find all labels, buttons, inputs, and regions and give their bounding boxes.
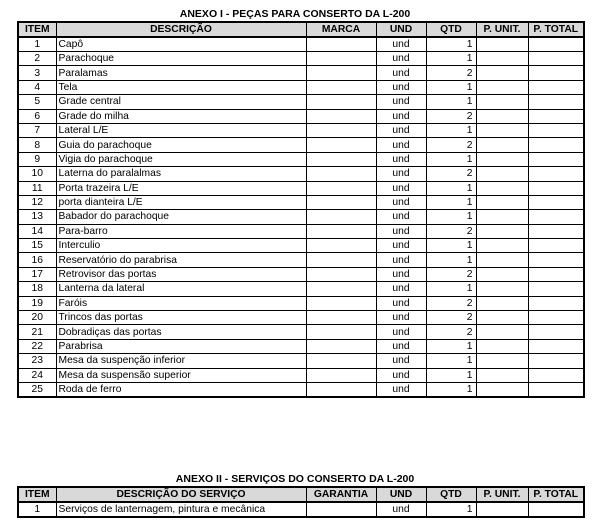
cell-p-unit — [476, 66, 528, 80]
cell-item: 1 — [18, 502, 56, 517]
cell-qtd: 2 — [426, 296, 476, 310]
cell-descricao: Paralamas — [56, 66, 306, 80]
table-row — [18, 80, 584, 94]
cell-marca — [306, 95, 376, 109]
header-descricao: DESCRIÇÃO — [56, 22, 306, 37]
table-row — [18, 502, 584, 517]
cell-p-total — [528, 253, 584, 267]
cell-p-total — [528, 502, 584, 517]
cell-descricao: Capô — [56, 37, 306, 52]
cell-p-total — [528, 296, 584, 310]
cell-item: 17 — [18, 267, 56, 281]
cell-marca — [306, 52, 376, 66]
cell-p-unit — [476, 80, 528, 94]
cell-qtd: 1 — [426, 382, 476, 397]
cell-descricao: Faróis — [56, 296, 306, 310]
cell-qtd: 1 — [426, 368, 476, 382]
cell-qtd: 2 — [426, 224, 476, 238]
annex-2-title: ANEXO II - SERVIÇOS DO CONSERTO DA L-200 — [175, 473, 415, 485]
cell-und: und — [376, 282, 426, 296]
cell-item: 12 — [18, 195, 56, 209]
cell-p-total — [528, 66, 584, 80]
cell-qtd: 1 — [426, 239, 476, 253]
cell-descricao: Trincos das portas — [56, 311, 306, 325]
cell-marca — [306, 167, 376, 181]
cell-p-unit — [476, 95, 528, 109]
cell-und: und — [376, 109, 426, 123]
cell-und: und — [376, 152, 426, 166]
cell-descricao: Dobradiças das portas — [56, 325, 306, 339]
cell-descricao: Para-barro — [56, 224, 306, 238]
header-p-total: P. TOTAL — [528, 487, 584, 502]
cell-descricao: Interculio — [56, 239, 306, 253]
cell-und: und — [376, 382, 426, 397]
cell-p-unit — [476, 253, 528, 267]
cell-p-total — [528, 95, 584, 109]
header-und: UND — [376, 487, 426, 502]
cell-item: 14 — [18, 224, 56, 238]
cell-und: und — [376, 354, 426, 368]
cell-und: und — [376, 167, 426, 181]
cell-descricao: porta dianteira L/E — [56, 195, 306, 209]
cell-und: und — [376, 267, 426, 281]
cell-descricao: Retrovisor das portas — [56, 267, 306, 281]
cell-item: 2 — [18, 52, 56, 66]
table-row — [18, 152, 584, 166]
cell-p-unit — [476, 152, 528, 166]
cell-item: 6 — [18, 109, 56, 123]
cell-marca — [306, 109, 376, 123]
cell-item: 5 — [18, 95, 56, 109]
cell-qtd: 1 — [426, 95, 476, 109]
cell-p-total — [528, 325, 584, 339]
cell-p-total — [528, 224, 584, 238]
cell-item: 3 — [18, 66, 56, 80]
cell-item: 11 — [18, 181, 56, 195]
table-row — [18, 339, 584, 353]
cell-marca — [306, 239, 376, 253]
cell-marca — [306, 195, 376, 209]
table-row — [18, 138, 584, 152]
cell-p-total — [528, 354, 584, 368]
cell-und: und — [376, 52, 426, 66]
parts-table-body — [18, 37, 584, 397]
cell-und: und — [376, 339, 426, 353]
cell-p-total — [528, 282, 584, 296]
cell-marca — [306, 224, 376, 238]
cell-p-unit — [476, 267, 528, 281]
cell-qtd: 2 — [426, 66, 476, 80]
table-row — [18, 224, 584, 238]
cell-item: 18 — [18, 282, 56, 296]
table-row — [18, 382, 584, 397]
table-row — [18, 37, 584, 52]
cell-p-total — [528, 181, 584, 195]
table-row — [18, 325, 584, 339]
cell-p-unit — [476, 123, 528, 137]
table-row — [18, 296, 584, 310]
table-row — [18, 109, 584, 123]
cell-p-unit — [476, 109, 528, 123]
cell-und: und — [376, 181, 426, 195]
cell-qtd: 1 — [426, 210, 476, 224]
cell-und: und — [376, 224, 426, 238]
cell-descricao: Grade central — [56, 95, 306, 109]
cell-item: 9 — [18, 152, 56, 166]
table-row — [18, 253, 584, 267]
cell-item: 4 — [18, 80, 56, 94]
cell-qtd: 2 — [426, 267, 476, 281]
cell-p-unit — [476, 181, 528, 195]
cell-marca — [306, 282, 376, 296]
cell-p-total — [528, 109, 584, 123]
cell-item: 1 — [18, 37, 56, 52]
header-p-unit: P. UNIT. — [476, 487, 528, 502]
cell-p-unit — [476, 325, 528, 339]
cell-p-unit — [476, 239, 528, 253]
cell-p-total — [528, 52, 584, 66]
cell-qtd: 1 — [426, 181, 476, 195]
cell-und: und — [376, 80, 426, 94]
header-marca: MARCA — [306, 22, 376, 37]
table-row — [18, 195, 584, 209]
header-item: ITEM — [18, 22, 56, 37]
cell-p-total — [528, 195, 584, 209]
cell-descricao: Guia do parachoque — [56, 138, 306, 152]
table-row — [18, 354, 584, 368]
parts-table — [17, 21, 585, 398]
table-header-row — [18, 487, 584, 502]
cell-qtd: 1 — [426, 195, 476, 209]
cell-p-total — [528, 123, 584, 137]
annex-2-section — [17, 473, 579, 518]
table-row — [18, 167, 584, 181]
cell-qtd: 1 — [426, 123, 476, 137]
cell-qtd: 1 — [426, 253, 476, 267]
header-p-total: P. TOTAL — [528, 22, 584, 37]
cell-qtd: 2 — [426, 138, 476, 152]
cell-item: 16 — [18, 253, 56, 267]
cell-p-unit — [476, 138, 528, 152]
cell-und: und — [376, 95, 426, 109]
cell-und: und — [376, 239, 426, 253]
header-qtd: QTD — [426, 487, 476, 502]
cell-und: und — [376, 210, 426, 224]
annex-1-section — [17, 8, 579, 398]
cell-descricao: Mesa da suspensão superior — [56, 368, 306, 382]
cell-descricao: Babador do parachoque — [56, 210, 306, 224]
cell-descricao: Grade do milha — [56, 109, 306, 123]
cell-marca — [306, 253, 376, 267]
table-row — [18, 95, 584, 109]
cell-qtd: 2 — [426, 109, 476, 123]
cell-p-total — [528, 138, 584, 152]
cell-und: und — [376, 138, 426, 152]
table-row — [18, 368, 584, 382]
cell-und: und — [376, 253, 426, 267]
cell-descricao: Vigia do parachoque — [56, 152, 306, 166]
cell-garantia — [306, 502, 376, 517]
cell-und: und — [376, 296, 426, 310]
cell-p-unit — [476, 52, 528, 66]
cell-p-unit — [476, 296, 528, 310]
cell-und: und — [376, 502, 426, 517]
cell-qtd: 2 — [426, 311, 476, 325]
cell-qtd: 2 — [426, 325, 476, 339]
cell-und: und — [376, 37, 426, 52]
cell-descricao: Laterna do paralalmas — [56, 167, 306, 181]
cell-marca — [306, 181, 376, 195]
cell-und: und — [376, 311, 426, 325]
cell-descricao: Tela — [56, 80, 306, 94]
cell-qtd: 1 — [426, 339, 476, 353]
cell-descricao: Parabrisa — [56, 339, 306, 353]
cell-qtd: 1 — [426, 282, 476, 296]
cell-p-unit — [476, 354, 528, 368]
cell-p-unit — [476, 382, 528, 397]
header-descricao-servico: DESCRIÇÃO DO SERVIÇO — [56, 487, 306, 502]
cell-item: 19 — [18, 296, 56, 310]
cell-p-unit — [476, 37, 528, 52]
table-row — [18, 239, 584, 253]
cell-p-unit — [476, 224, 528, 238]
cell-descricao: Reservatório do parabrisa — [56, 253, 306, 267]
cell-qtd: 1 — [426, 502, 476, 517]
cell-descricao: Serviços de lanternagem, pintura e mecânica — [56, 502, 306, 517]
cell-item: 20 — [18, 311, 56, 325]
cell-marca — [306, 368, 376, 382]
cell-p-total — [528, 37, 584, 52]
cell-descricao: Porta trazeira L/E — [56, 181, 306, 195]
cell-marca — [306, 267, 376, 281]
cell-marca — [306, 152, 376, 166]
cell-item: 21 — [18, 325, 56, 339]
cell-p-total — [528, 311, 584, 325]
table-header-row — [18, 22, 584, 37]
services-table-body — [18, 502, 584, 517]
cell-descricao: Lanterna da lateral — [56, 282, 306, 296]
header-item: ITEM — [18, 487, 56, 502]
cell-p-total — [528, 339, 584, 353]
cell-item: 13 — [18, 210, 56, 224]
cell-p-total — [528, 210, 584, 224]
cell-marca — [306, 138, 376, 152]
cell-item: 15 — [18, 239, 56, 253]
header-und: UND — [376, 22, 426, 37]
cell-p-unit — [476, 339, 528, 353]
table-row — [18, 282, 584, 296]
cell-marca — [306, 80, 376, 94]
cell-p-unit — [476, 282, 528, 296]
cell-marca — [306, 325, 376, 339]
table-row — [18, 123, 584, 137]
cell-marca — [306, 311, 376, 325]
cell-item: 7 — [18, 123, 56, 137]
cell-marca — [306, 296, 376, 310]
cell-descricao: Parachoque — [56, 52, 306, 66]
cell-p-total — [528, 152, 584, 166]
cell-und: und — [376, 368, 426, 382]
cell-marca — [306, 339, 376, 353]
annex-1-title: ANEXO I - PEÇAS PARA CONSERTO DA L-200 — [179, 8, 411, 20]
cell-qtd: 1 — [426, 152, 476, 166]
cell-und: und — [376, 195, 426, 209]
cell-p-total — [528, 267, 584, 281]
cell-p-unit — [476, 502, 528, 517]
cell-p-total — [528, 382, 584, 397]
cell-item: 25 — [18, 382, 56, 397]
cell-und: und — [376, 123, 426, 137]
cell-qtd: 2 — [426, 167, 476, 181]
cell-qtd: 1 — [426, 80, 476, 94]
cell-descricao: Roda de ferro — [56, 382, 306, 397]
cell-marca — [306, 37, 376, 52]
table-row — [18, 267, 584, 281]
table-row — [18, 181, 584, 195]
cell-marca — [306, 210, 376, 224]
header-qtd: QTD — [426, 22, 476, 37]
cell-und: und — [376, 66, 426, 80]
cell-qtd: 1 — [426, 354, 476, 368]
cell-marca — [306, 382, 376, 397]
table-row — [18, 210, 584, 224]
header-garantia: GARANTIA — [306, 487, 376, 502]
header-p-unit: P. UNIT. — [476, 22, 528, 37]
table-row — [18, 52, 584, 66]
cell-item: 22 — [18, 339, 56, 353]
cell-marca — [306, 354, 376, 368]
cell-item: 23 — [18, 354, 56, 368]
cell-qtd: 1 — [426, 37, 476, 52]
cell-item: 10 — [18, 167, 56, 181]
cell-p-total — [528, 80, 584, 94]
cell-und: und — [376, 325, 426, 339]
table-row — [18, 311, 584, 325]
cell-p-unit — [476, 195, 528, 209]
cell-marca — [306, 123, 376, 137]
cell-p-unit — [476, 311, 528, 325]
cell-marca — [306, 66, 376, 80]
cell-p-total — [528, 368, 584, 382]
cell-p-unit — [476, 368, 528, 382]
table-row — [18, 66, 584, 80]
services-table — [17, 486, 585, 518]
cell-descricao: Lateral L/E — [56, 123, 306, 137]
cell-descricao: Mesa da suspenção inferior — [56, 354, 306, 368]
cell-p-total — [528, 167, 584, 181]
cell-p-unit — [476, 167, 528, 181]
cell-item: 8 — [18, 138, 56, 152]
cell-p-unit — [476, 210, 528, 224]
cell-qtd: 1 — [426, 52, 476, 66]
cell-p-total — [528, 239, 584, 253]
cell-item: 24 — [18, 368, 56, 382]
